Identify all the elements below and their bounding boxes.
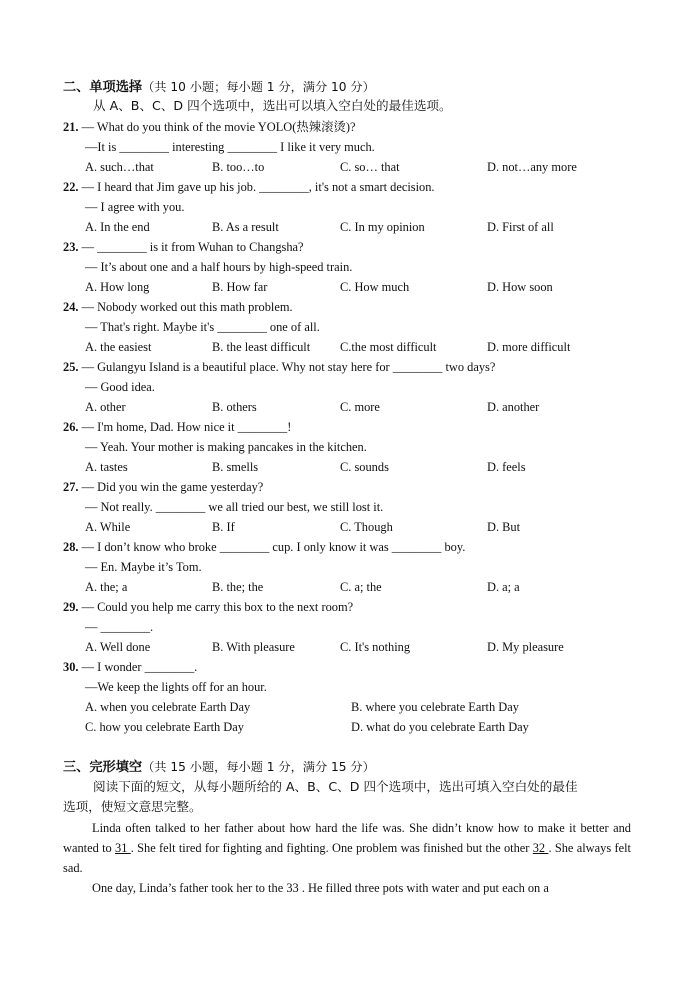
question-number: 30.	[63, 660, 79, 674]
question-stem	[63, 359, 495, 375]
question-line: —We keep the lights off for an hour.	[85, 680, 267, 694]
answer-option[interactable]: B. With pleasure	[212, 640, 295, 654]
answer-option[interactable]: C. sounds	[340, 460, 389, 474]
section-2-instruction: 从 A、B、C、D 四个选项中，选出可以填入空白处的最佳选项。	[93, 98, 452, 113]
section-2-heading	[63, 79, 375, 96]
answer-option[interactable]: A. How long	[85, 280, 150, 294]
answer-option[interactable]: A. such…that	[85, 160, 154, 174]
blank-32[interactable]: 32	[532, 841, 549, 855]
answer-option[interactable]: B. others	[212, 400, 257, 414]
passage-text: Linda often talked to her father about how hard the life was. She didn’t know how to make it better and wanted to	[63, 821, 631, 855]
answer-option[interactable]: C.the most difficult	[340, 340, 437, 354]
question-line: — ________.	[85, 620, 154, 634]
question-number: 25.	[63, 360, 79, 374]
answer-option[interactable]: B. As a result	[212, 220, 279, 234]
question-line: — That's right. Maybe it's ________ one of all.	[85, 320, 320, 334]
answer-option[interactable]: A. While	[85, 520, 131, 534]
question-text: — What do you think of the movie YOLO(热辣滚烫)?	[81, 120, 356, 134]
answer-option[interactable]: A. the; a	[85, 580, 128, 594]
answer-option[interactable]: C. In my opinion	[340, 220, 425, 234]
question-text: — I heard that Jim gave up his job. ________, it's not a smart decision.	[81, 180, 435, 194]
answer-option[interactable]: D. First of all	[487, 220, 554, 234]
answer-option[interactable]: C. how you celebrate Earth Day	[85, 720, 244, 734]
question-stem	[63, 239, 304, 255]
question-line: — I agree with you.	[85, 200, 185, 214]
question-text: — I wonder ________.	[81, 660, 198, 674]
answer-option[interactable]: A. Well done	[85, 640, 151, 654]
answer-option[interactable]: A. when you celebrate Earth Day	[85, 700, 251, 714]
answer-option[interactable]: D. more difficult	[487, 340, 571, 354]
answer-option[interactable]: B. How far	[212, 280, 268, 294]
passage-text: One day, Linda’s father took her to the	[92, 881, 284, 895]
question-line: — It’s about one and a half hours by high-speed train.	[85, 260, 353, 274]
answer-option[interactable]: A. other	[85, 400, 126, 414]
section-3-instruction-2: 选项，使短文意思完整。	[63, 799, 202, 814]
blank-31[interactable]: 31	[115, 841, 131, 855]
question-stem	[63, 479, 263, 495]
question-stem	[63, 119, 356, 135]
answer-option[interactable]: C. so… that	[340, 160, 400, 174]
question-stem	[63, 539, 465, 555]
answer-option[interactable]: C. Though	[340, 520, 393, 534]
question-line: — Good idea.	[85, 380, 155, 394]
passage-paragraph-2	[92, 880, 549, 896]
question-number: 28.	[63, 540, 79, 554]
section-2-title: 二、单项选择	[63, 80, 143, 95]
answer-option[interactable]: A. tastes	[85, 460, 128, 474]
answer-option[interactable]: D. How soon	[487, 280, 553, 294]
question-text: — ________ is it from Wuhan to Changsha?	[81, 240, 304, 254]
question-number: 27.	[63, 480, 79, 494]
passage-text: . She felt tired for fighting and fighting. One problem was finished but the other	[130, 841, 530, 855]
answer-option[interactable]: D. feels	[487, 460, 526, 474]
section-3-note: （共 15 小题，每小题 1 分，满分 15 分）	[142, 760, 375, 774]
answer-option[interactable]: D. not…any more	[487, 160, 577, 174]
question-text: — Gulangyu Island is a beautiful place. Why not stay here for ________ two days?	[81, 360, 496, 374]
answer-option[interactable]: D. But	[487, 520, 521, 534]
answer-option[interactable]: C. It's nothing	[340, 640, 411, 654]
answer-option[interactable]: C. How much	[340, 280, 410, 294]
question-stem	[63, 599, 353, 615]
passage-text: . She always felt sad.	[63, 841, 631, 875]
question-stem	[63, 179, 435, 195]
answer-option[interactable]: B. the least difficult	[212, 340, 311, 354]
question-text: — Nobody worked out this math problem.	[81, 300, 293, 314]
question-number: 29.	[63, 600, 79, 614]
question-text: — Did you win the game yesterday?	[81, 480, 264, 494]
answer-option[interactable]: B. where you celebrate Earth Day	[351, 700, 519, 714]
question-stem	[63, 419, 291, 435]
question-text: — I don’t know who broke ________ cup. I only know it was ________ boy.	[81, 540, 466, 554]
answer-option[interactable]: C. a; the	[340, 580, 382, 594]
question-number: 26.	[63, 420, 79, 434]
question-text: — I'm home, Dad. How nice it ________!	[81, 420, 292, 434]
section-3-title: 三、完形填空	[63, 760, 143, 775]
answer-option[interactable]: B. too…to	[212, 160, 265, 174]
answer-option[interactable]: D. a; a	[487, 580, 520, 594]
section-3-heading	[63, 759, 375, 776]
answer-option[interactable]: B. If	[212, 520, 235, 534]
blank-33[interactable]: 33	[286, 881, 302, 895]
question-text: — Could you help me carry this box to the next room?	[81, 600, 354, 614]
question-number: 24.	[63, 300, 79, 314]
section-3-instruction-1: 阅读下面的短文，从每小题所给的 A、B、C、D 四个选项中，选出可填入空白处的最佳	[93, 779, 578, 794]
question-number: 21.	[63, 120, 79, 134]
answer-option[interactable]: B. smells	[212, 460, 259, 474]
answer-option[interactable]: B. the; the	[212, 580, 264, 594]
question-line: — En. Maybe it’s Tom.	[85, 560, 202, 574]
answer-option[interactable]: D. what do you celebrate Earth Day	[351, 720, 529, 734]
question-line: —It is ________ interesting ________ I like it very much.	[85, 140, 375, 154]
answer-option[interactable]: D. another	[487, 400, 540, 414]
question-line: — Yeah. Your mother is making pancakes in the kitchen.	[85, 440, 367, 454]
question-stem	[63, 299, 293, 315]
answer-option[interactable]: C. more	[340, 400, 380, 414]
answer-option[interactable]: D. My pleasure	[487, 640, 564, 654]
question-line: — Not really. ________ we all tried our best, we still lost it.	[85, 500, 384, 514]
question-number: 23.	[63, 240, 79, 254]
answer-option[interactable]: A. the easiest	[85, 340, 152, 354]
section-2-note: （共 10 小题；每小题 1 分，满分 10 分）	[142, 80, 375, 94]
passage-paragraph-1	[63, 818, 631, 878]
question-stem	[63, 659, 197, 675]
passage-text: . He filled three pots with water and put each on a	[301, 881, 549, 895]
answer-option[interactable]: A. In the end	[85, 220, 150, 234]
question-number: 22.	[63, 180, 79, 194]
